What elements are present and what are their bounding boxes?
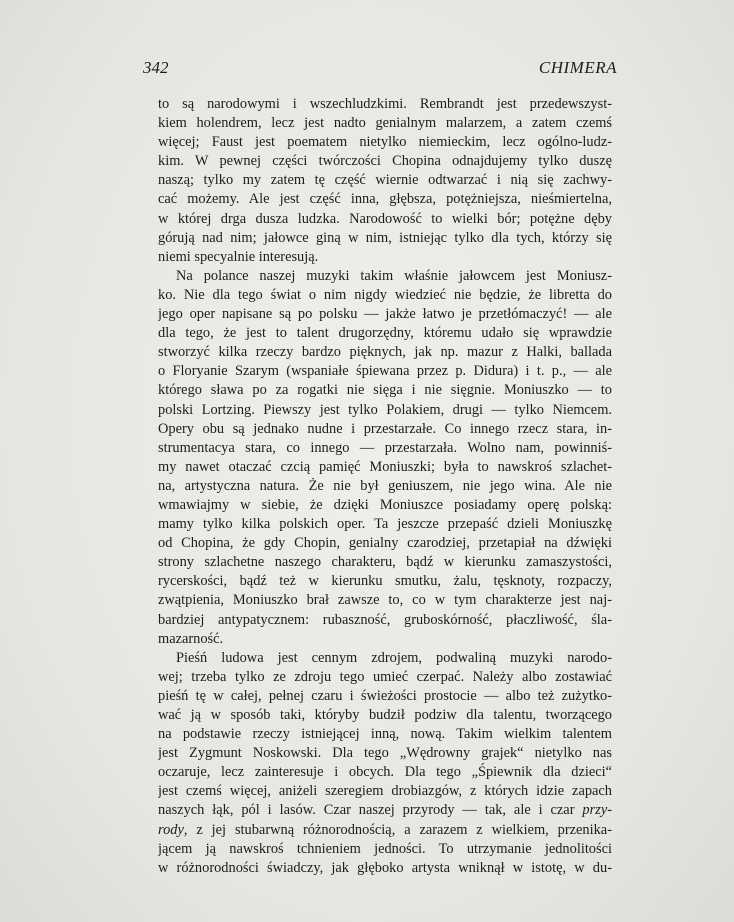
text-line: my nawet otaczać czcią pamięć Moniuszki; była to nawskroś szlachet- <box>158 458 612 475</box>
text-line: którego sława po za rogatki nie sięga i nie sięgnie. Moniuszko — to <box>158 382 612 399</box>
text-line: w której drga dusza ludzka. Narodowość to wielki bór; potężne dęby <box>158 210 612 227</box>
text-line: górują nad nim; jałowce giną w nim, istniejąc tylko dla tych, którzy się <box>158 229 612 246</box>
text-line: to są narodowymi i wszechludzkimi. Rembrandt jest przedewszyst- <box>158 96 612 112</box>
text-line: zwątpienia, Moniuszko brał zawsze to, co w tym charakterze jest naj- <box>158 592 612 609</box>
text-line: Na polance naszej muzyki takim właśnie jałowcem jest Moniusz- <box>176 267 612 284</box>
page-number: 342 <box>143 58 169 77</box>
text-line-part: naszych łąk, pól i lasów. Czar naszej przyrody — tak, ale i czar <box>158 802 583 819</box>
text-line: jest czemś więcej, aniżeli szeregiem drobiazgów, z których idzie zapach <box>158 783 612 800</box>
text-line: kim. W pewnej części twórczości Chopina odnajdujemy tylko duszę <box>158 153 612 170</box>
text-line: więcej; Faust jest poematem nietylko niemieckim, lecz ogólno-ludz- <box>158 134 612 151</box>
text-line: rycerskości, bądź też w kierunku smutku, żalu, tęsknoty, rozpaczy, <box>158 573 612 590</box>
text-line: kiem holendrem, lecz jest nadto genialnym malarzem, a zatem czemś <box>158 115 612 132</box>
text-line: na, artystyczna natura. Że nie był geniuszem, nie jego wina. Ale nie <box>158 477 612 494</box>
text-line: ko. Nie dla tego świat o nim nigdy wiedzieć nie będzie, że libretta do <box>158 286 612 303</box>
text-line-with-italic <box>158 801 612 820</box>
text-line: wej; trzeba tylko ze zdroju tego umieć czerpać. Należy albo zostawiać <box>158 668 612 685</box>
text-line: cać możemy. Ale jest część inna, głębsza, potężniejsza, nieśmiertelna, <box>158 191 612 208</box>
body-text <box>158 95 612 878</box>
text-line: od Chopina, że gdy Chopin, genialny czarodziej, przetapiał na dźwięki <box>158 535 612 552</box>
text-line: naszą; tylko my zatem tę część wiernie odtwarzać i nią się zachwy- <box>158 172 612 189</box>
text-line: strony szlachetne naszego charakteru, bądź w kierunku zamaszystości, <box>158 554 612 571</box>
text-line: niemi specyalnie interesują. <box>158 248 319 265</box>
text-line: oczaruje, lecz zainteresuje i obcych. Dla tego „Śpiewnik dla dzieci“ <box>158 764 612 781</box>
text-line: wać ją w sposób taki, któryby budził podziw dla talentu, tworzącego <box>158 707 612 723</box>
running-title: CHIMERA <box>538 58 617 77</box>
text-line: strumentacya stara, co innego — przestarzała. Wolno nam, powinniś- <box>158 439 612 456</box>
text-line: o Floryanie Szarym (wspaniałe śpiewana przez p. Didura) i t. p., — ale <box>158 363 612 380</box>
text-line: jest Zygmunt Noskowski. Dla tego „Wędrowny grajek“ nietylko nas <box>158 745 612 762</box>
text-line: jącem ją nawskroś tchnieniem jedności. To utrzymanie jednolitości <box>158 840 612 857</box>
text-line-part: , z jej stubarwną różnorodnością, a zarazem z wielkiem, przenika- <box>183 821 612 838</box>
text-line: Pieśń ludowa jest cennym zdrojem, podwaliną muzyki narodo- <box>176 649 612 666</box>
text-line: w różnorodności świadczy, jak głęboko artysta wniknął w istotę, w du- <box>158 859 612 876</box>
text-line: mazarność. <box>158 630 224 647</box>
text-line: bardziej antypatycznem: rubaszność, gruboskórność, płaczliwość, śla- <box>158 611 612 628</box>
page-header <box>143 58 617 82</box>
text-line: stworzyć kilka rzeczy bardzo pięknych, jak np. mazur z Halki, ballada <box>158 344 612 361</box>
text-line: mamy tylko kilka polskich oper. Ta jeszcze przepaść dzieli Moniuszkę <box>158 516 612 533</box>
text-line: dla tego, że jest to talent drugorzędny, któremu udało się wprawdzie <box>158 325 612 342</box>
text-line: jego oper napisane są po polsku — jakże łatwo je przetłómaczyć! — ale <box>158 306 612 323</box>
text-line: wmawiajmy w siebie, że dzięki Moniuszce posiadamy operę polską: <box>158 496 612 513</box>
italic-word: przy- <box>582 802 612 819</box>
text-line: na podstawie rzeczy istniejącej inną, nową. Takim wielkim talentem <box>158 726 612 743</box>
text-line: Opery obu są jednako nudne i przestarzałe. Co innego rzecz stara, in- <box>158 420 612 437</box>
text-line: pieśń tę w całej, pełnej czaru i świeżości prostocie — albo też zużytko- <box>158 687 612 704</box>
text-line-with-italic <box>158 821 612 840</box>
italic-word: rody <box>158 821 184 838</box>
text-line: polski Lortzing. Piewszy jest tylko Polakiem, drugi — tylko Niemcem. <box>158 401 612 418</box>
